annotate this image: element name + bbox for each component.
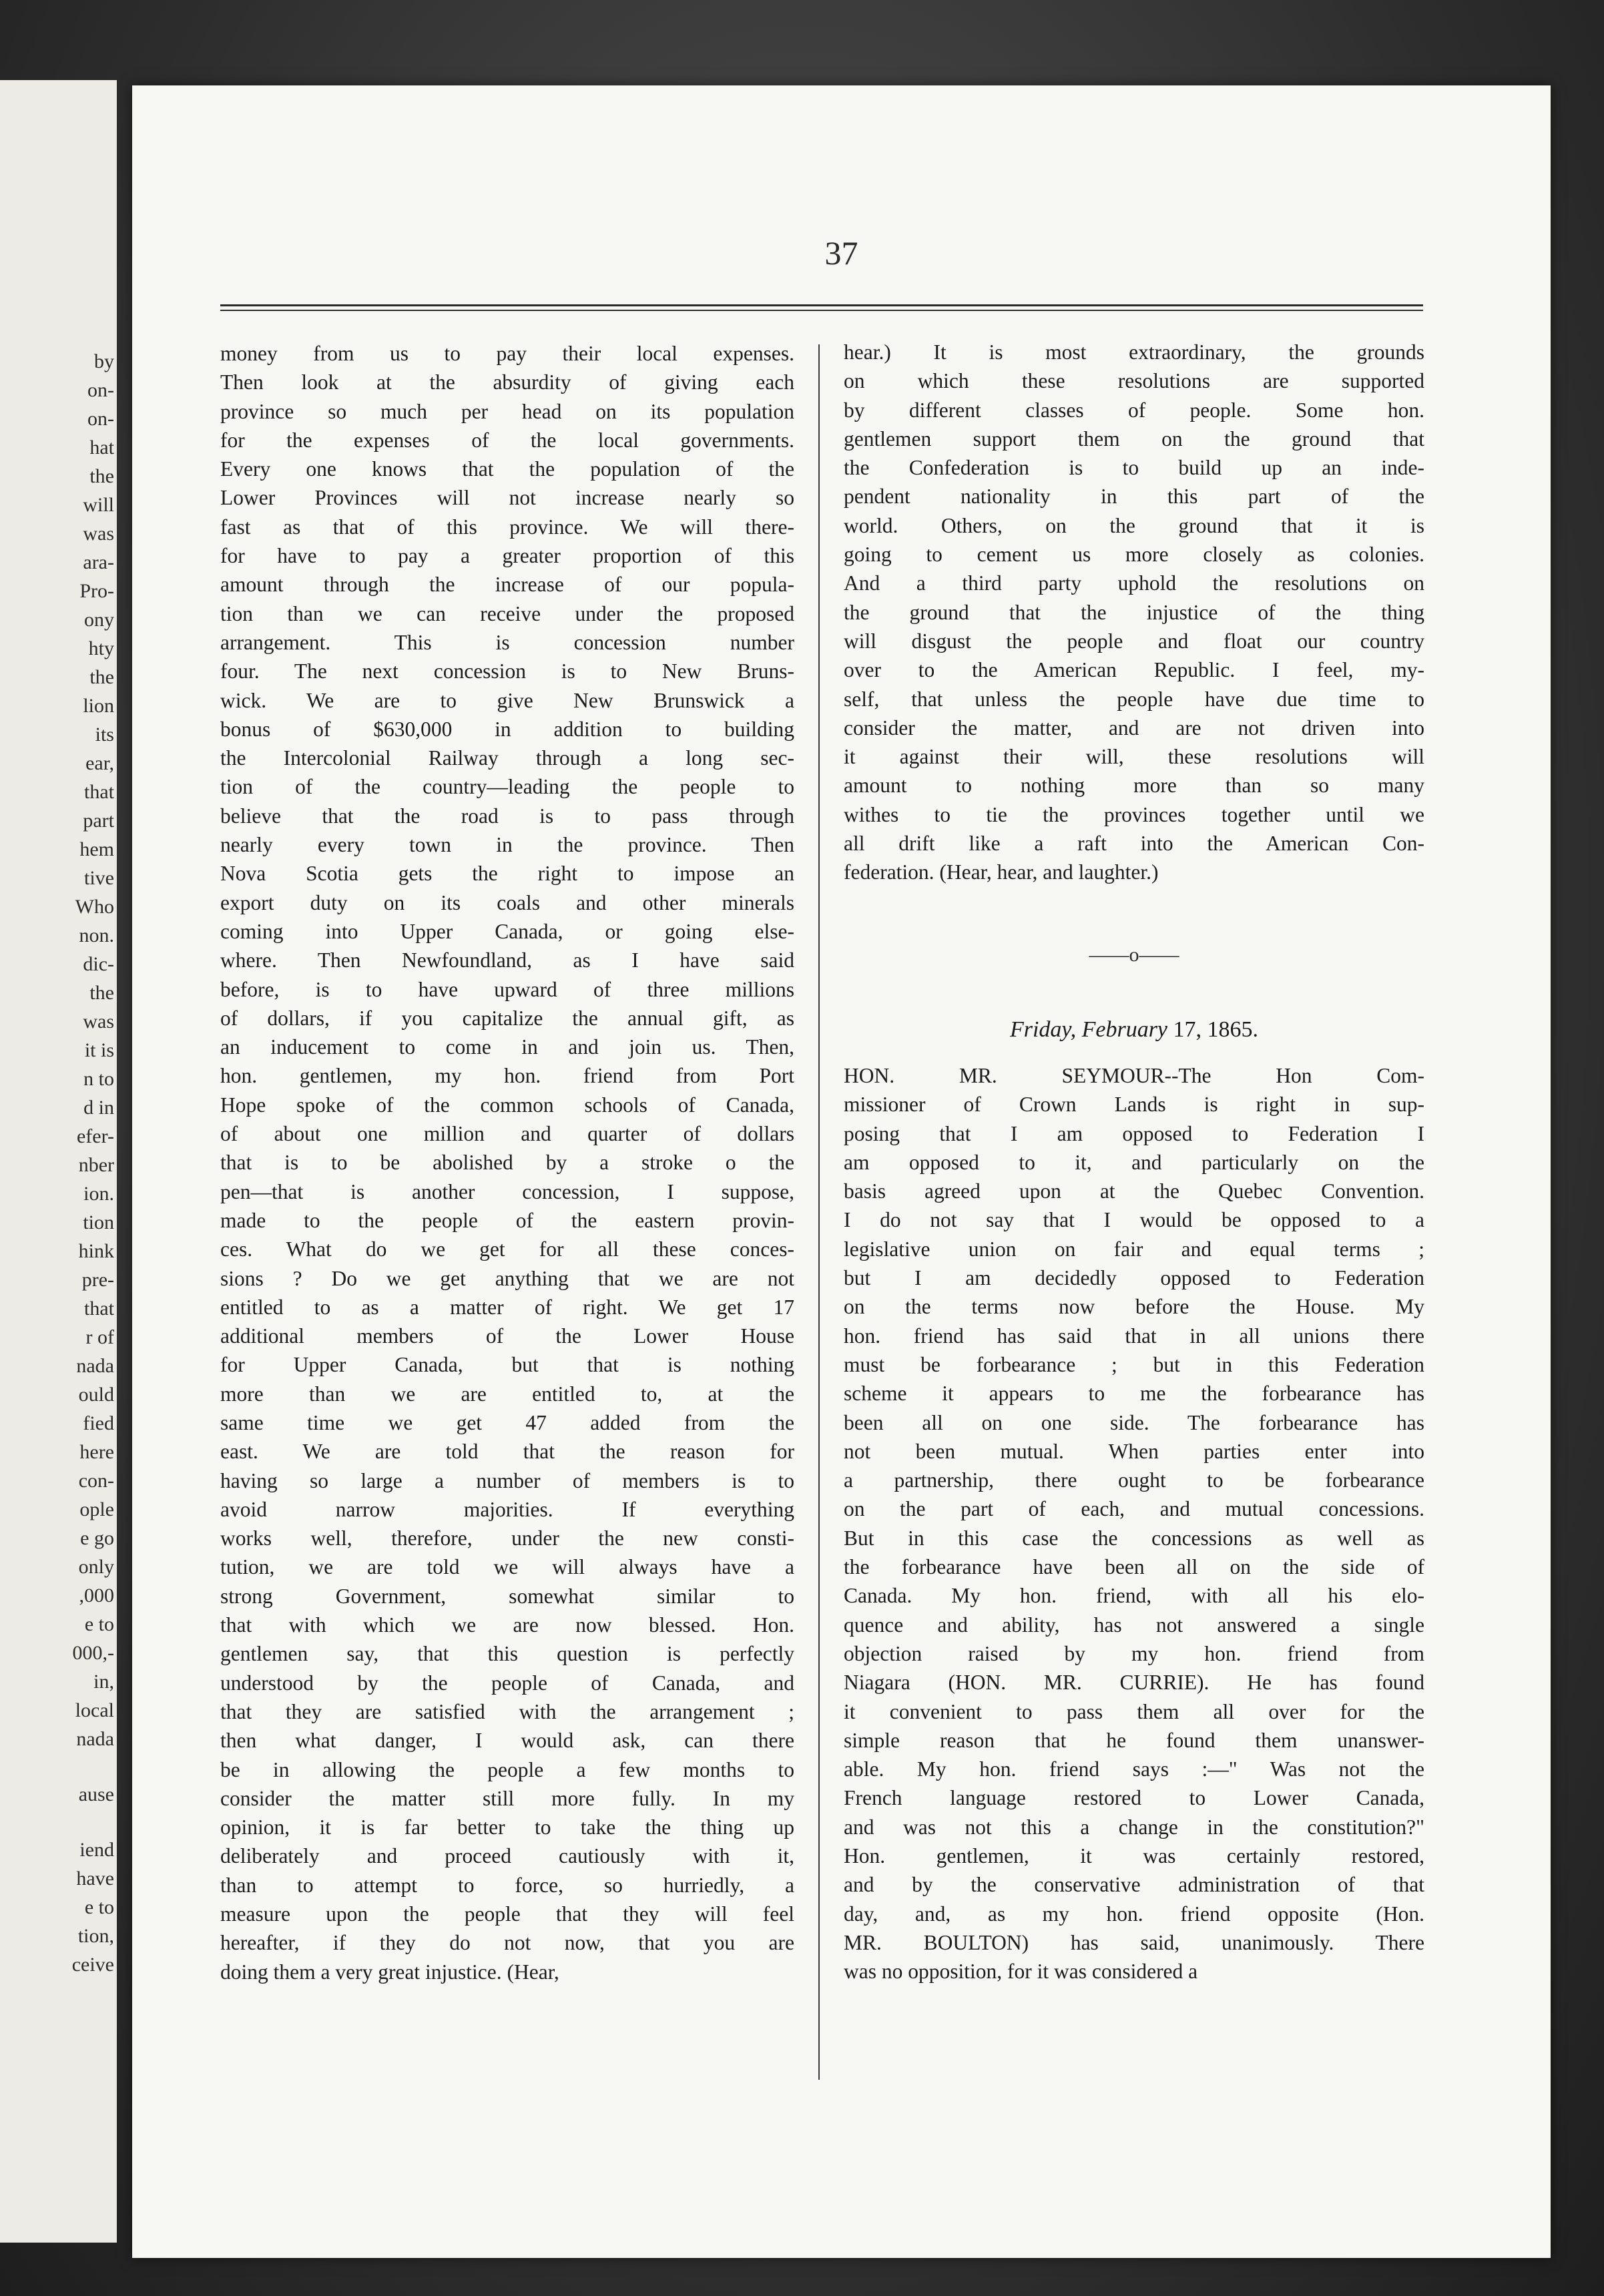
text-line: for the expenses of the local governments. [220, 428, 794, 452]
left-page-fragment: tion [83, 1211, 114, 1233]
text-line: then what danger, I would ask, can there [220, 1729, 794, 1753]
text-line: pendent nationality in this part of the [844, 485, 1424, 509]
left-page-fragment: in, [93, 1671, 114, 1693]
left-page-fragment: on- [87, 379, 114, 401]
text-line: deliberately and proceed cautiously with it, [220, 1844, 794, 1868]
text-line: bonus of $630,000 in addition to building [220, 717, 794, 741]
left-page-fragment: have [76, 1868, 114, 1890]
text-line: simple reason that he found them unanswer- [844, 1728, 1424, 1752]
text-line: fast as that of this province. We will there- [220, 515, 794, 539]
text-line: pen—that is another concession, I suppose, [220, 1179, 794, 1203]
left-page-fragment: ony [84, 609, 114, 631]
text-line: it against their will, these resolutions will [844, 745, 1424, 769]
text-line: French language restored to Lower Canada, [844, 1786, 1424, 1810]
text-line: basis agreed upon at the Quebec Convention. [844, 1179, 1424, 1203]
left-page-fragment: ause [78, 1783, 114, 1805]
text-line: be in allowing the people a few months to [220, 1757, 794, 1781]
left-page-fragment: tion, [77, 1925, 114, 1947]
text-line: nearly every town in the province. Then [220, 833, 794, 857]
text-line: tion than we can receive under the proposed [220, 601, 794, 625]
dateline [844, 1017, 1424, 1043]
text-line: tion of the country—leading the people to [220, 775, 794, 799]
text-line: must be forbearance ; but in this Federation [844, 1352, 1424, 1376]
text-line: on which these resolutions are supported [844, 369, 1424, 393]
left-page-fragment: on- [87, 408, 114, 430]
left-page-fragment: ,000 [79, 1585, 114, 1607]
left-page-fragment: Who [75, 896, 114, 918]
left-page-fragment: that [84, 1298, 114, 1320]
text-line: Canada. My hon. friend, with all his elo- [844, 1584, 1424, 1608]
text-line: will disgust the people and float our country [844, 629, 1424, 653]
left-page-fragment: ople [79, 1498, 114, 1520]
book-page [132, 85, 1551, 2258]
left-page-fragment: tive [84, 867, 114, 889]
text-line: quence and ability, has not answered a single [844, 1613, 1424, 1637]
text-line: hereafter, if they do not now, that you are [220, 1931, 794, 1955]
text-line: gentlemen support them on the ground that [844, 426, 1424, 451]
text-line: but I am decidedly opposed to Federation [844, 1266, 1424, 1290]
left-page-fragment: d in [83, 1097, 114, 1119]
left-page-fragment: iend [79, 1839, 114, 1861]
left-page-fragment: by [94, 350, 114, 372]
left-page-fragment: efer- [76, 1125, 114, 1147]
left-page-fragment: the [89, 982, 114, 1004]
left-page-fragment: hty [88, 637, 114, 659]
text-line: where. Then Newfoundland, as I have said [220, 948, 794, 972]
left-page-fragment: dic- [83, 953, 114, 975]
text-line: wick. We are to give New Brunswick a [220, 688, 794, 712]
left-page-fragment: nada [76, 1728, 114, 1750]
text-line: that they are satisfied with the arrangement ; [220, 1699, 794, 1723]
left-page-fragment: e to [84, 1896, 114, 1918]
text-line: doing them a very great injustice. (Hear, [220, 1960, 559, 1984]
text-line: works well, therefore, under the new consti- [220, 1526, 794, 1550]
right-column-top [844, 338, 1424, 887]
text-line: the ground that the injustice of the thing [844, 600, 1424, 624]
text-line: Niagara (HON. MR. CURRIE). He has found [844, 1671, 1424, 1695]
text-line: self, that unless the people have due time to [844, 687, 1424, 711]
left-column [220, 339, 794, 1986]
text-line: Hon. gentlemen, it was certainly restored, [844, 1844, 1424, 1868]
left-page-fragment: r of [85, 1326, 114, 1348]
text-line: money from us to pay their local expenses. [220, 342, 794, 365]
text-line: for Upper Canada, but that is nothing [220, 1353, 794, 1377]
text-line: believe that the road is to pass through [220, 804, 794, 828]
text-line: HON. MR. SEYMOUR--The Hon Com- [844, 1064, 1424, 1087]
text-line: day, and, as my hon. friend opposite (Hon. [844, 1902, 1424, 1926]
left-page-fragment: was [83, 1011, 114, 1033]
left-page-fragment: 000,- [72, 1642, 114, 1664]
left-page-fragment: hem [79, 838, 114, 860]
text-line: avoid narrow majorities. If everything [220, 1497, 794, 1521]
text-line: missioner of Crown Lands is right in sup- [844, 1093, 1424, 1117]
dateline-day: Friday, February [1009, 1017, 1168, 1042]
column-divider [818, 344, 820, 2080]
text-line: But in this case the concessions as well as [844, 1526, 1424, 1550]
text-line: Then look at the absurdity of giving each [220, 370, 794, 394]
left-page-fragment: ceive [71, 1954, 114, 1976]
text-line: measure upon the people that they will feel [220, 1902, 794, 1926]
header-rule [220, 304, 1423, 306]
left-page-fragment: Pro- [79, 580, 114, 602]
text-line: on the terms now before the House. My [844, 1295, 1424, 1319]
text-line: and was not this a change in the constitution?" [844, 1815, 1424, 1839]
text-line: over to the American Republic. I feel, my- [844, 658, 1424, 682]
left-page-edge [0, 80, 117, 2243]
text-line: it convenient to pass them all over for the [844, 1699, 1424, 1723]
text-line: amount to nothing more than so many [844, 774, 1424, 798]
left-page-fragment: hink [78, 1240, 114, 1262]
text-line: legislative union on fair and equal terms ; [844, 1237, 1424, 1261]
text-line: tution, we are told we will always have a [220, 1555, 794, 1579]
left-page-fragment: ion. [83, 1183, 114, 1205]
text-line: Every one knows that the population of the [220, 457, 794, 481]
text-line: entitled to as a matter of right. We get 17 [220, 1295, 794, 1319]
left-page-fragment: was [83, 523, 114, 545]
left-page-fragment: lion [83, 695, 114, 717]
text-line: I do not say that I would be opposed to a [844, 1208, 1424, 1232]
text-line: additional members of the Lower House [220, 1324, 794, 1348]
left-page-fragment: its [95, 724, 114, 746]
text-line: that with which we are now blessed. Hon. [220, 1613, 794, 1637]
left-page-fragment: only [78, 1556, 114, 1578]
text-line: sions ? Do we get anything that we are not [220, 1266, 794, 1290]
page-number: 37 [824, 234, 858, 272]
text-line: of about one million and quarter of dollars [220, 1122, 794, 1146]
left-page-fragment: will [83, 494, 114, 516]
right-column-bottom [844, 1061, 1424, 1986]
text-line: an inducement to come in and join us. Then, [220, 1035, 794, 1059]
text-line: was no opposition, for it was considered a [844, 1960, 1198, 1984]
left-page-fragment: nber [78, 1154, 114, 1176]
left-page-fragment: that [84, 781, 114, 803]
text-line: four. The next concession is to New Bruns- [220, 659, 794, 683]
text-line: east. We are told that the reason for [220, 1440, 794, 1464]
left-page-fragment: ear, [85, 752, 114, 774]
text-line: of dollars, if you capitalize the annual gift, as [220, 1006, 794, 1030]
text-line: coming into Upper Canada, or going else- [220, 919, 794, 943]
text-line: objection raised by my hon. friend from [844, 1641, 1424, 1665]
left-page-fragment: local [75, 1699, 114, 1721]
text-line: Nova Scotia gets the right to impose an [220, 862, 794, 886]
left-page-fragment: e go [80, 1527, 114, 1549]
text-line: am opposed to it, and particularly on the [844, 1150, 1424, 1174]
text-line: opinion, it is far better to take the thing up [220, 1815, 794, 1839]
text-line: been all on one side. The forbearance has [844, 1410, 1424, 1434]
text-line: ces. What do we get for all these conces- [220, 1237, 794, 1261]
text-line: by different classes of people. Some hon. [844, 398, 1424, 422]
left-page-fragment: it is [84, 1039, 114, 1061]
text-line: a partnership, there ought to be forbearance [844, 1468, 1424, 1492]
text-line: hon. gentlemen, my hon. friend from Port [220, 1064, 794, 1088]
text-line: Hope spoke of the common schools of Canada, [220, 1093, 794, 1117]
text-line: the Confederation is to build up an inde- [844, 456, 1424, 480]
text-line: Lower Provinces will not increase nearly so [220, 486, 794, 510]
text-line: same time we get 47 added from the [220, 1410, 794, 1434]
text-line: hear.) It is most extraordinary, the grounds [844, 340, 1424, 364]
text-line: consider the matter still more fully. In my [220, 1786, 794, 1810]
text-line: province so much per head on its population [220, 399, 794, 423]
section-ornament: ——o—— [1089, 944, 1179, 966]
text-line: understood by the people of Canada, and [220, 1671, 794, 1695]
text-line: than to attempt to force, so hurriedly, a [220, 1873, 794, 1897]
left-page-fragment: n to [83, 1068, 114, 1090]
text-line: world. Others, on the ground that it is [844, 513, 1424, 537]
left-page-fragment: part [83, 810, 114, 832]
text-line: scheme it appears to me the forbearance has [844, 1382, 1424, 1406]
dateline-date: 17, 1865. [1173, 1017, 1259, 1042]
text-line: that is to be abolished by a stroke o the [220, 1151, 794, 1175]
text-line: MR. BOULTON) has said, unanimously. There [844, 1930, 1424, 1954]
left-page-fragment: hat [89, 437, 114, 459]
text-line: amount through the increase of our popula- [220, 573, 794, 597]
text-line: gentlemen say, that this question is perfectly [220, 1642, 794, 1666]
text-line: hon. friend has said that in all unions there [844, 1324, 1424, 1348]
text-line: for have to pay a greater proportion of this [220, 544, 794, 568]
left-page-fragment: ould [78, 1384, 114, 1406]
header-rule-secondary [220, 310, 1423, 311]
left-page-fragment: nada [76, 1355, 114, 1377]
text-line: posing that I am opposed to Federation I [844, 1121, 1424, 1145]
left-page-fragment: ara- [83, 551, 114, 573]
left-page-fragment: con- [78, 1470, 114, 1492]
left-page-fragment: the [89, 666, 114, 688]
text-line: having so large a number of members is to [220, 1468, 794, 1492]
text-line: federation. (Hear, hear, and laughter.) [844, 860, 1159, 884]
text-line: not been mutual. When parties enter into [844, 1439, 1424, 1463]
text-line: the Intercolonial Railway through a long sec- [220, 746, 794, 770]
text-line: and by the conservative administration of that [844, 1873, 1424, 1897]
text-line: strong Government, somewhat similar to [220, 1584, 794, 1608]
text-line: the forbearance have been all on the side of [844, 1555, 1424, 1579]
text-line: made to the people of the eastern provin- [220, 1208, 794, 1232]
text-line: consider the matter, and are not driven into [844, 715, 1424, 740]
text-line: able. My hon. friend says :—" Was not the [844, 1757, 1424, 1781]
left-page-fragment: here [79, 1441, 114, 1463]
left-page-fragment: pre- [81, 1269, 114, 1291]
text-line: all drift like a raft into the American Con- [844, 832, 1424, 856]
left-page-fragment: the [89, 465, 114, 487]
text-line: before, is to have upward of three millions [220, 977, 794, 1001]
text-line: And a third party uphold the resolutions on [844, 571, 1424, 595]
text-line: arrangement. This is concession number [220, 630, 794, 654]
left-page-fragment: e to [84, 1613, 114, 1635]
text-line: export duty on its coals and other minerals [220, 890, 794, 914]
text-line: more than we are entitled to, at the [220, 1382, 794, 1406]
left-page-fragment: fied [83, 1412, 114, 1434]
text-line: on the part of each, and mutual concessions. [844, 1497, 1424, 1521]
left-page-fragment: non. [79, 924, 114, 946]
text-line: withes to tie the provinces together until we [844, 802, 1424, 826]
text-line: going to cement us more closely as colonies. [844, 543, 1424, 567]
